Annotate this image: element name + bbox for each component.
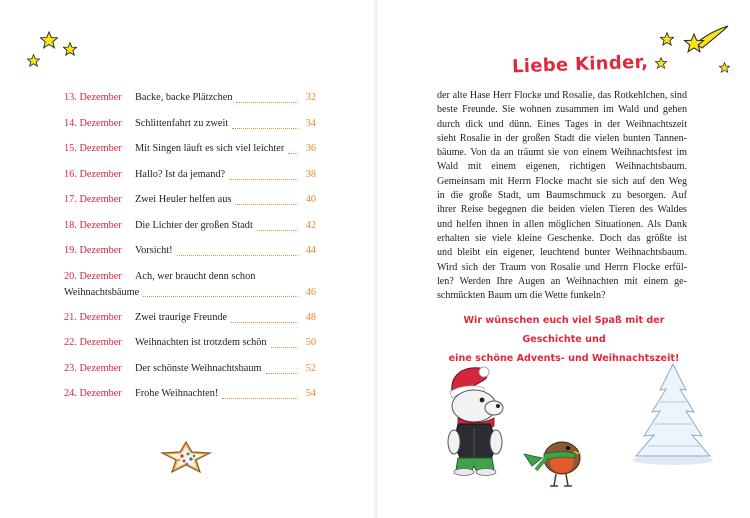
letter-line: sieht Rosalie in der großen Stadt die vielen bunten Tannen- <box>437 132 687 144</box>
letter-line: schmückten Baum um die Wette funkeln? <box>437 290 606 302</box>
star-icon <box>660 32 674 46</box>
letter-line: bäume. Von da an träumt sie von einem Weihnachtsfest im <box>437 147 687 159</box>
toc-entry[interactable] <box>64 388 316 404</box>
toc-leader <box>271 347 298 348</box>
toc-leader <box>231 322 298 323</box>
letter-line: Wird sich der Traum von Rosalie und Herrn Flocke erfül- <box>437 261 687 273</box>
toc-date: 23. Dezember <box>64 363 122 374</box>
toc-entry[interactable] <box>64 143 316 159</box>
shooting-star-icon <box>682 24 730 58</box>
toc-title: Die Lichter der großen Stadt <box>135 220 253 231</box>
toc-page-number: 48 <box>305 312 316 323</box>
toc-entry[interactable] <box>64 92 316 108</box>
toc-title: Mit Singen läuft es sich viel leichter <box>135 143 285 154</box>
letter-body <box>437 89 687 303</box>
toc-title: Schlittenfahrt zu zweit <box>135 118 229 129</box>
toc-date: 17. Dezember <box>64 194 122 205</box>
star-icon <box>40 31 58 49</box>
snowy-tree-illustration <box>630 362 716 466</box>
hare-illustration <box>440 362 512 476</box>
star-icon <box>655 57 667 69</box>
toc-leader <box>177 255 298 256</box>
toc-entry[interactable] <box>64 337 316 353</box>
letter-line: ihrer Reise begegnen die beiden vielen Tieren des Waldes <box>437 204 687 216</box>
toc-title: Frohe Weihnachten! <box>135 388 219 399</box>
toc-leader <box>232 128 298 129</box>
book-gutter <box>374 0 377 518</box>
toc-leader <box>236 102 298 103</box>
toc-title: Zwei traurige Freunde <box>135 312 228 323</box>
toc-date: 13. Dezember <box>64 92 122 103</box>
toc-entry[interactable] <box>64 118 316 134</box>
letter-line: und bleibt ein eigener, leuchtend bunter Weihnachtsbaum. <box>437 247 687 259</box>
toc-entry[interactable] <box>64 169 316 185</box>
toc-title: Der schönste Weihnachtsbaum <box>135 363 262 374</box>
toc-entry[interactable] <box>64 245 316 261</box>
toc-page-number: 40 <box>305 194 316 205</box>
toc-date: 21. Dezember <box>64 312 122 323</box>
toc-title: Backe, backe Plätzchen <box>135 92 233 103</box>
toc-leader <box>229 179 298 180</box>
letter-line: Gemeinsam mit Herrn Flocke macht sie sich auf den Weg <box>437 175 687 187</box>
toc-entry[interactable] <box>64 271 316 301</box>
toc-page-number: 38 <box>305 169 316 180</box>
letter-line: und helfen ihnen in allen möglichen Situationen. Als Dank <box>437 218 687 230</box>
toc-entry[interactable] <box>64 194 316 210</box>
letter-heading: Liebe Kinder, <box>511 51 649 78</box>
toc-date: 15. Dezember <box>64 143 122 154</box>
toc-date: 19. Dezember <box>64 245 122 256</box>
toc-leader <box>143 296 298 297</box>
toc-leader <box>266 373 298 374</box>
toc-page-number: 42 <box>305 220 316 231</box>
letter-line: durch dick und dünn. Eines Tages in der Weihnachtszeit <box>437 118 687 130</box>
toc-entry[interactable] <box>64 363 316 379</box>
wish-line: eine schöne Advents- und Weihnachtszeit! <box>448 353 680 364</box>
toc-date: 24. Dezember <box>64 388 122 399</box>
star-icon <box>63 42 77 56</box>
toc-title: Ach, wer braucht denn schon <box>135 271 256 282</box>
toc-date: 20. Dezember <box>64 271 122 282</box>
toc-leader <box>235 204 298 205</box>
letter-line: len? Werden Ihre Augen an Weihnachten mit einem ge- <box>437 275 687 287</box>
toc-page-number: 36 <box>305 143 316 154</box>
toc-page-number: 54 <box>305 388 316 399</box>
toc-title: Weihnachten ist trotzdem schön <box>135 337 267 348</box>
toc-date: 16. Dezember <box>64 169 122 180</box>
toc-entry[interactable] <box>64 220 316 236</box>
toc-date: 14. Dezember <box>64 118 122 129</box>
star-icon <box>719 62 730 73</box>
toc-leader <box>257 230 298 231</box>
toc-leader <box>288 153 298 154</box>
letter-line: in die große Stadt, um Baumschmuck zu besorgen. Auf <box>437 190 687 202</box>
wish-line: Wir wünschen euch viel Spaß mit der Geschichte und <box>463 315 665 345</box>
letter-line: beste Freunde. Sie wohnen zusammen im Wald und gehen <box>437 104 687 116</box>
toc-title: Zwei Heuler helfen aus <box>135 194 232 205</box>
letter-line: erhalten sie viele kleine Geschenke. Doch das größte ist <box>437 232 687 244</box>
toc-title: Vorsicht! <box>135 245 173 256</box>
toc-entry[interactable] <box>64 312 316 328</box>
toc-date: 22. Dezember <box>64 337 122 348</box>
toc-date: 18. Dezember <box>64 220 122 231</box>
star-icon <box>27 54 40 67</box>
wish-text <box>433 311 695 368</box>
toc-page-number: 32 <box>305 92 316 103</box>
toc-page-number: 46 <box>305 287 316 298</box>
toc-page-number: 50 <box>305 337 316 348</box>
toc-title: Hallo? Ist da jemand? <box>135 169 226 180</box>
toc-page-number: 34 <box>305 118 316 129</box>
robin-illustration <box>522 432 586 490</box>
toc-page-number: 44 <box>305 245 316 256</box>
letter-line: Wald mit einem eigenen, richtigen Weihnachtsbaum. <box>437 161 687 173</box>
toc-leader <box>222 398 298 399</box>
toc-page-number: 52 <box>305 363 316 374</box>
letter-line: der alte Hase Herr Flocke und Rosalie, das Rotkehlchen, sind <box>437 90 687 101</box>
toc-title-continued: Weihnachtsbäume <box>64 287 140 298</box>
cookie-star-icon <box>160 440 212 474</box>
